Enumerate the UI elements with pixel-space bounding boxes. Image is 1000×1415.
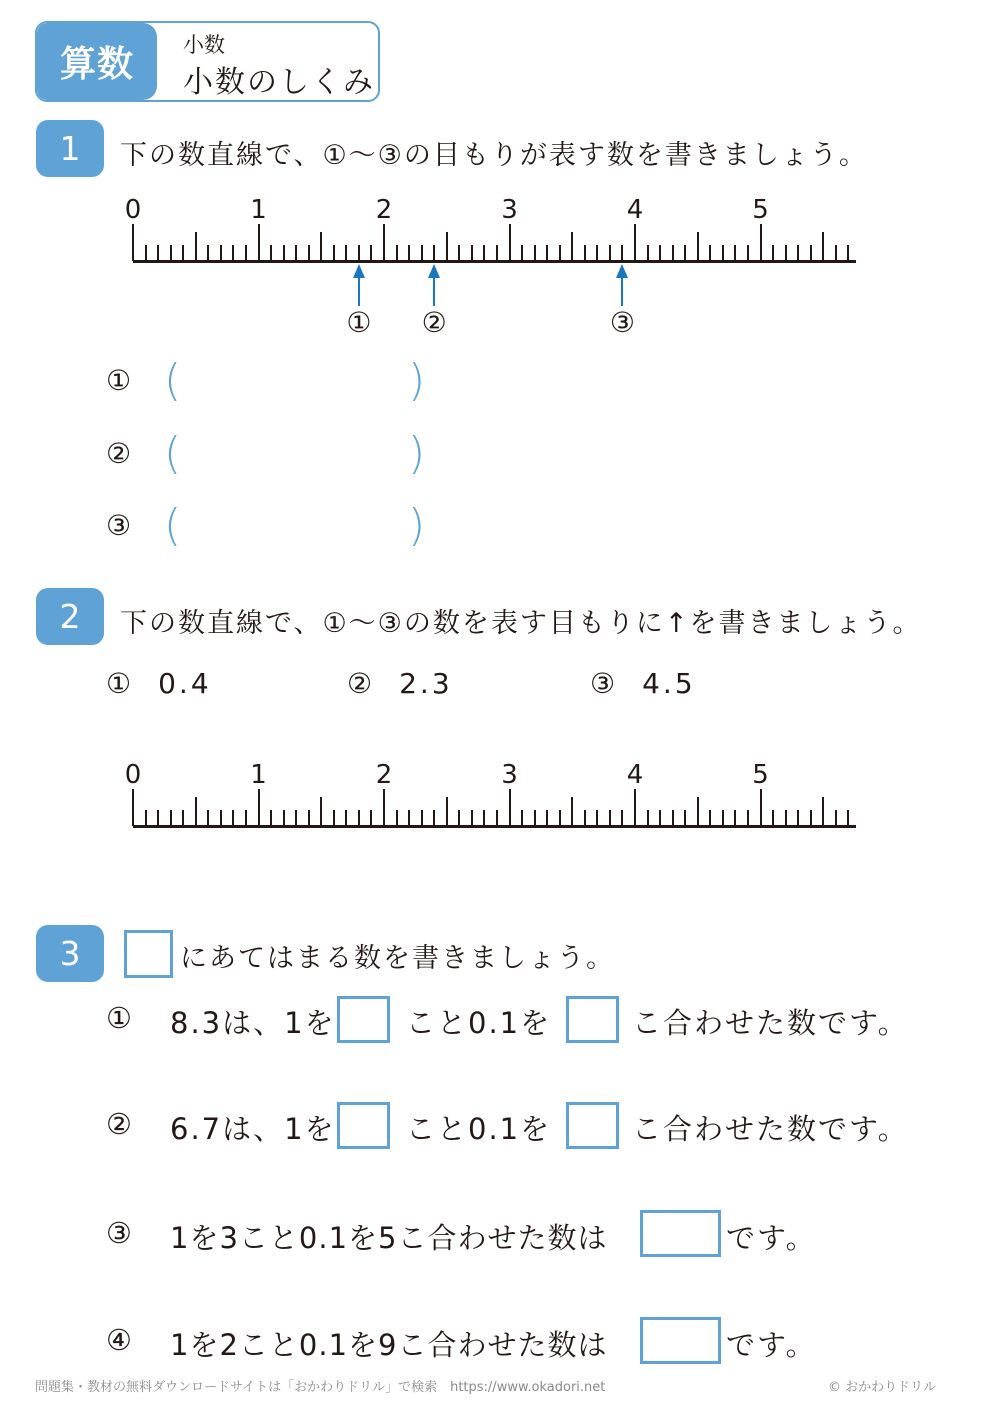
minor-tick [596, 245, 598, 261]
question-1-instruction: 下の数直線で、①～③の目もりが表す数を書きましょう。 [120, 140, 868, 171]
question-1-badge: 1 [36, 120, 104, 177]
minor-tick [659, 810, 661, 826]
minor-tick [534, 245, 536, 261]
answer-1-label: ① [106, 364, 132, 397]
minor-tick [220, 245, 222, 261]
minor-tick [496, 810, 498, 826]
minor-tick [672, 245, 674, 261]
minor-tick [408, 810, 410, 826]
q3-item-1-text-b: こと0.1を [406, 1006, 552, 1040]
minor-tick [295, 245, 297, 261]
minor-tick [358, 810, 360, 826]
minor-tick [408, 245, 410, 261]
number-line-label: 4 [626, 760, 644, 790]
half-tick [822, 797, 824, 826]
minor-tick [421, 810, 423, 826]
minor-tick [546, 810, 548, 826]
minor-tick [734, 245, 736, 261]
plot-item-1-label: ① [106, 667, 135, 700]
minor-tick [797, 810, 799, 826]
minor-tick [747, 245, 749, 261]
minor-tick [722, 245, 724, 261]
number-line-label: 5 [752, 760, 769, 790]
q3-item-2-tenths-box[interactable] [566, 1102, 619, 1149]
answer-3-label: ③ [106, 509, 132, 542]
plot-item-1 [106, 667, 212, 700]
plot-item-2 [347, 667, 453, 700]
major-tick [258, 789, 260, 826]
minor-tick [722, 810, 724, 826]
plot-item-2-label: ② [347, 667, 376, 700]
half-tick [320, 232, 322, 261]
minor-tick [396, 245, 398, 261]
plot-item-3 [590, 667, 696, 700]
half-tick [195, 797, 197, 826]
minor-tick [358, 245, 360, 261]
q3-item-2-label: ② [106, 1107, 134, 1141]
major-tick [509, 789, 511, 826]
minor-tick [170, 810, 172, 826]
minor-tick [458, 245, 460, 261]
minor-tick [647, 810, 649, 826]
half-tick [571, 797, 573, 826]
half-tick [446, 797, 448, 826]
minor-tick [145, 245, 147, 261]
minor-tick [483, 245, 485, 261]
q3-item-2-text-c: こ合わせた数です。 [632, 1112, 909, 1146]
minor-tick [621, 810, 623, 826]
subject-tag: 算数 [37, 23, 157, 100]
minor-tick [345, 245, 347, 261]
answer-1-open-paren: ( [164, 355, 182, 406]
number-line-label: 5 [752, 195, 769, 225]
minor-tick [672, 810, 674, 826]
question-2-badge: 2 [36, 588, 104, 645]
minor-tick [609, 810, 611, 826]
minor-tick [647, 245, 649, 261]
minor-tick [772, 245, 774, 261]
minor-tick [345, 810, 347, 826]
half-tick [195, 232, 197, 261]
answer-2-open-paren: ( [164, 428, 182, 479]
major-tick [634, 789, 636, 826]
number-line-label: 1 [250, 195, 267, 225]
minor-tick [496, 245, 498, 261]
answer-3-close-paren: ) [408, 500, 426, 551]
q3-item-4-answer-box[interactable] [640, 1317, 721, 1364]
number-line-label: 1 [250, 760, 267, 790]
footer-copyright: © おかわりドリル [828, 1380, 937, 1395]
minor-tick [847, 245, 849, 261]
lesson-title: 小数のしくみ [183, 65, 375, 100]
minor-tick [747, 810, 749, 826]
answer-3-open-paren: ( [164, 500, 182, 551]
major-tick [132, 224, 134, 261]
arrow-shaft [433, 276, 435, 306]
q3-item-3-text-b: です。 [726, 1221, 817, 1255]
minor-tick [283, 245, 285, 261]
minor-tick [559, 245, 561, 261]
minor-tick [157, 810, 159, 826]
minor-tick [684, 810, 686, 826]
minor-tick [835, 245, 837, 261]
minor-tick [157, 245, 159, 261]
minor-tick [483, 810, 485, 826]
half-tick [446, 232, 448, 261]
answer-1-close-paren: ) [408, 355, 426, 406]
major-tick [634, 224, 636, 261]
minor-tick [534, 810, 536, 826]
q3-item-4-text-b: です。 [726, 1328, 817, 1362]
minor-tick [521, 810, 523, 826]
half-tick [822, 232, 824, 261]
number-line-label: 3 [501, 760, 518, 790]
number-line-label: 3 [501, 195, 518, 225]
q3-item-2-ones-box[interactable] [337, 1102, 390, 1149]
minor-tick [270, 810, 272, 826]
answer-2-close-paren: ) [408, 428, 426, 479]
arrow-label: ① [346, 306, 372, 339]
q3-item-4-text-a: 1を2こと0.1を9こ合わせた数は [170, 1328, 608, 1362]
minor-tick [182, 810, 184, 826]
question-3-instruction: にあてはまる数を書きましょう。 [180, 943, 615, 974]
number-line-label: 2 [375, 195, 393, 225]
minor-tick [283, 810, 285, 826]
q3-item-1-ones-box[interactable] [337, 996, 390, 1043]
minor-tick [207, 810, 209, 826]
number-line-label: 2 [375, 760, 393, 790]
footer-site-notice: 問題集・教材の無料ダウンロードサイトは「おかわりドリル」で検索 https://www.okadori.net [35, 1380, 606, 1395]
half-tick [697, 797, 699, 826]
minor-tick [772, 810, 774, 826]
minor-tick [684, 245, 686, 261]
minor-tick [458, 810, 460, 826]
minor-tick [232, 245, 234, 261]
major-tick [383, 789, 385, 826]
minor-tick [596, 810, 598, 826]
answer-1-field[interactable] [185, 362, 405, 406]
minor-tick [659, 245, 661, 261]
minor-tick [182, 245, 184, 261]
major-tick [258, 224, 260, 261]
minor-tick [295, 810, 297, 826]
unit-name: 小数 [183, 33, 225, 57]
minor-tick [471, 810, 473, 826]
minor-tick [220, 810, 222, 826]
q3-item-1-text-c: こ合わせた数です。 [632, 1006, 909, 1040]
minor-tick [810, 810, 812, 826]
number-line-label: 0 [124, 760, 142, 790]
arrow-shaft [358, 276, 360, 306]
arrow-label: ② [421, 306, 447, 339]
plot-item-1-value: 0.4 [158, 667, 212, 700]
q3-item-1-tenths-box[interactable] [566, 996, 619, 1043]
arrow-label: ③ [609, 306, 635, 339]
minor-tick [709, 245, 711, 261]
plot-item-3-label: ③ [590, 667, 619, 700]
minor-tick [785, 245, 787, 261]
minor-tick [621, 245, 623, 261]
half-tick [320, 797, 322, 826]
minor-tick [584, 245, 586, 261]
minor-tick [609, 245, 611, 261]
q3-item-3-text-a: 1を3こと0.1を5こ合わせた数は [170, 1221, 608, 1255]
q3-item-3-label: ③ [106, 1216, 134, 1250]
arrow-shaft [621, 276, 623, 306]
minor-tick [546, 245, 548, 261]
q3-item-3-answer-box[interactable] [640, 1210, 721, 1257]
minor-tick [245, 245, 247, 261]
q3-item-2-text-a: 6.7は、1を [170, 1112, 336, 1146]
major-tick [760, 789, 762, 826]
major-tick [132, 789, 134, 826]
minor-tick [709, 810, 711, 826]
minor-tick [421, 245, 423, 261]
minor-tick [797, 245, 799, 261]
minor-tick [433, 810, 435, 826]
minor-tick [396, 810, 398, 826]
number-line-label: 0 [124, 195, 142, 225]
number-line-label: 4 [626, 195, 644, 225]
minor-tick [333, 810, 335, 826]
minor-tick [245, 810, 247, 826]
worksheet-header [35, 21, 380, 102]
major-tick [509, 224, 511, 261]
minor-tick [785, 810, 787, 826]
minor-tick [734, 810, 736, 826]
minor-tick [145, 810, 147, 826]
minor-tick [232, 810, 234, 826]
minor-tick [847, 810, 849, 826]
answer-3-field[interactable] [185, 507, 405, 551]
minor-tick [308, 245, 310, 261]
minor-tick [207, 245, 209, 261]
q3-item-1-text-a: 8.3は、1を [170, 1006, 336, 1040]
minor-tick [333, 245, 335, 261]
answer-2-label: ② [106, 437, 132, 470]
minor-tick [270, 245, 272, 261]
minor-tick [308, 810, 310, 826]
minor-tick [370, 810, 372, 826]
half-tick [697, 232, 699, 261]
example-fill-box [124, 930, 173, 978]
question-2-instruction: 下の数直線で、①～③の数を表す目もりに↑を書きましょう。 [120, 608, 922, 639]
minor-tick [471, 245, 473, 261]
plot-item-3-value: 4.5 [642, 667, 696, 700]
answer-2-field[interactable] [185, 435, 405, 479]
minor-tick [521, 245, 523, 261]
minor-tick [170, 245, 172, 261]
minor-tick [559, 810, 561, 826]
minor-tick [433, 245, 435, 261]
half-tick [571, 232, 573, 261]
q3-item-1-label: ① [106, 1001, 134, 1035]
minor-tick [370, 245, 372, 261]
major-tick [760, 224, 762, 261]
major-tick [383, 224, 385, 261]
q3-item-4-label: ④ [106, 1323, 134, 1357]
minor-tick [835, 810, 837, 826]
minor-tick [810, 245, 812, 261]
minor-tick [584, 810, 586, 826]
plot-item-2-value: 2.3 [399, 667, 453, 700]
q3-item-2-text-b: こと0.1を [406, 1112, 552, 1146]
question-3-badge: 3 [36, 925, 104, 982]
